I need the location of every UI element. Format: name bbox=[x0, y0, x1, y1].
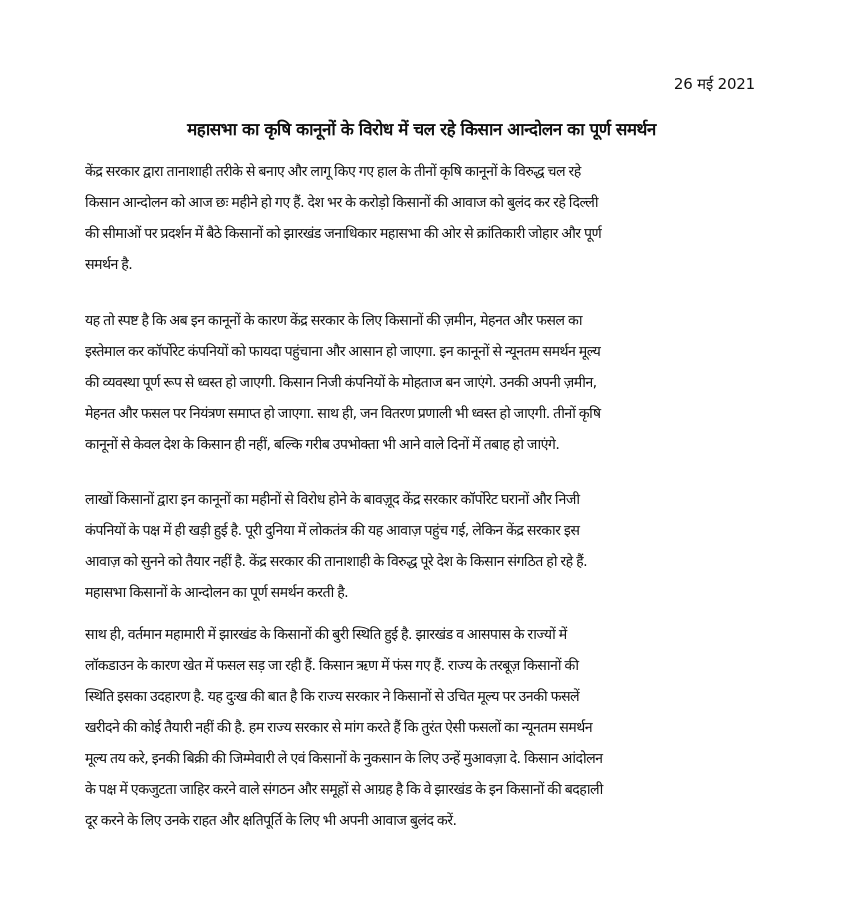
paragraph-line: केंद्र सरकार द्वारा तानाशाही तरीके से बनाए और लागू किए गए हाल के तीनों कृषि कानूनों के विरुद्ध चल रहे bbox=[85, 164, 581, 180]
paragraph-1 bbox=[85, 157, 775, 281]
paragraph-line: कानूनों से केवल देश के किसान ही नहीं, बल्कि गरीब उपभोक्ता भी आने वाले दिनों में तबाह हो जाएंगे. bbox=[85, 437, 560, 453]
paragraph-line: की व्यवस्था पूर्ण रूप से ध्वस्त हो जाएगी. किसान निजी कंपनियों के मोहताज बन जाएंगे. उनकी अपनी ज़मीन, bbox=[85, 375, 597, 391]
paragraph-3 bbox=[85, 485, 775, 609]
document-title: महासभा का कृषि कानूनों के विरोध में चल रहे किसान आन्दोलन का पूर्ण समर्थन bbox=[187, 120, 656, 140]
paragraph-line: समर्थन है. bbox=[85, 257, 133, 273]
paragraph-line: इस्तेमाल कर कॉर्पोरेट कंपनियों को फायदा पहुंचाना और आसान हो जाएगा. इन कानूनों से न्यूनतम समर्थन मूल्य bbox=[85, 344, 601, 360]
paragraph-line: के पक्ष में एकजुटता जाहिर करने वाले संगठन और समूहों से आग्रह है कि वे झारखंड के इन किसानों की बदहाली bbox=[85, 782, 603, 798]
paragraph-line: स्थिति इसका उदहारण है. यह दुःख की बात है कि राज्य सरकार ने किसानों से उचित मूल्य पर उनकी फसलें bbox=[85, 689, 580, 705]
paragraph-line: किसान आन्दोलन को आज छः महीने हो गए हैं. देश भर के करोड़ो किसानों की आवाज को बुलंद कर रहे दिल्ली bbox=[85, 195, 599, 211]
paragraph-line: मेहनत और फसल पर नियंत्रण समाप्त हो जाएगा. साथ ही, जन वितरण प्रणाली भी ध्वस्त हो जाएगी. तीनों कृषि bbox=[85, 406, 601, 422]
paragraph-line: कंपनियों के पक्ष में ही खड़ी हुई है. पूरी दुनिया में लोकतंत्र की यह आवाज़ पहुंच गई, लेकिन केंद्र सरकार इस bbox=[85, 523, 580, 539]
paragraph-line: आवाज़ को सुनने को तैयार नहीं है. केंद्र सरकार की तानाशाही के विरुद्ध पूरे देश के किसान संगठित हो रहे हैं. bbox=[85, 554, 588, 570]
paragraph-line: महासभा किसानों के आन्दोलन का पूर्ण समर्थन करती है. bbox=[85, 585, 349, 601]
paragraph-line: साथ ही, वर्तमान महामारी में झारखंड के किसानों की बुरी स्थिति हुई है. झारखंड व आसपास के राज्यों में bbox=[85, 627, 567, 643]
paragraph-line: लाखों किसानों द्वारा इन कानूनों का महीनों से विरोध होने के बावज़ूद केंद्र सरकार कॉर्पोरेट घरानों और निजी bbox=[85, 492, 580, 508]
paragraph-line: यह तो स्पष्ट है कि अब इन कानूनों के कारण केंद्र सरकार के लिए किसानों की ज़मीन, मेहनत और फसल का bbox=[85, 313, 582, 329]
document-date: 26 मई 2021 bbox=[673, 75, 755, 93]
paragraph-line: दूर करने के लिए उनके राहत और क्षतिपूर्ति के लिए भी अपनी आवाज बुलंद करें. bbox=[85, 813, 457, 829]
paragraph-line: की सीमाओं पर प्रदर्शन में बैठे किसानों को झारखंड जनाधिकार महासभा की ओर से क्रांतिकारी जोहार और पूर्ण bbox=[85, 226, 602, 242]
paragraph-2 bbox=[85, 306, 775, 461]
paragraph-line: खरीदने की कोई तैयारी नहीं की है. हम राज्य सरकार से मांग करते हैं कि तुरंत ऐसी फसलों का न्यूनतम समर्थन bbox=[85, 720, 593, 736]
paragraph-4 bbox=[85, 620, 775, 837]
paragraph-line: लॉकडाउन के कारण खेत में फसल सड़ जा रही हैं. किसान ऋण में फंस गए हैं. राज्य के तरबूज़ किसानों की bbox=[85, 658, 579, 674]
paragraph-line: मूल्य तय करे, इनकी बिक्री की जिम्मेवारी ले एवं किसानों के नुकसान के लिए उन्हें मुआवज़ा दे. किसान आंदोलन bbox=[85, 751, 603, 767]
